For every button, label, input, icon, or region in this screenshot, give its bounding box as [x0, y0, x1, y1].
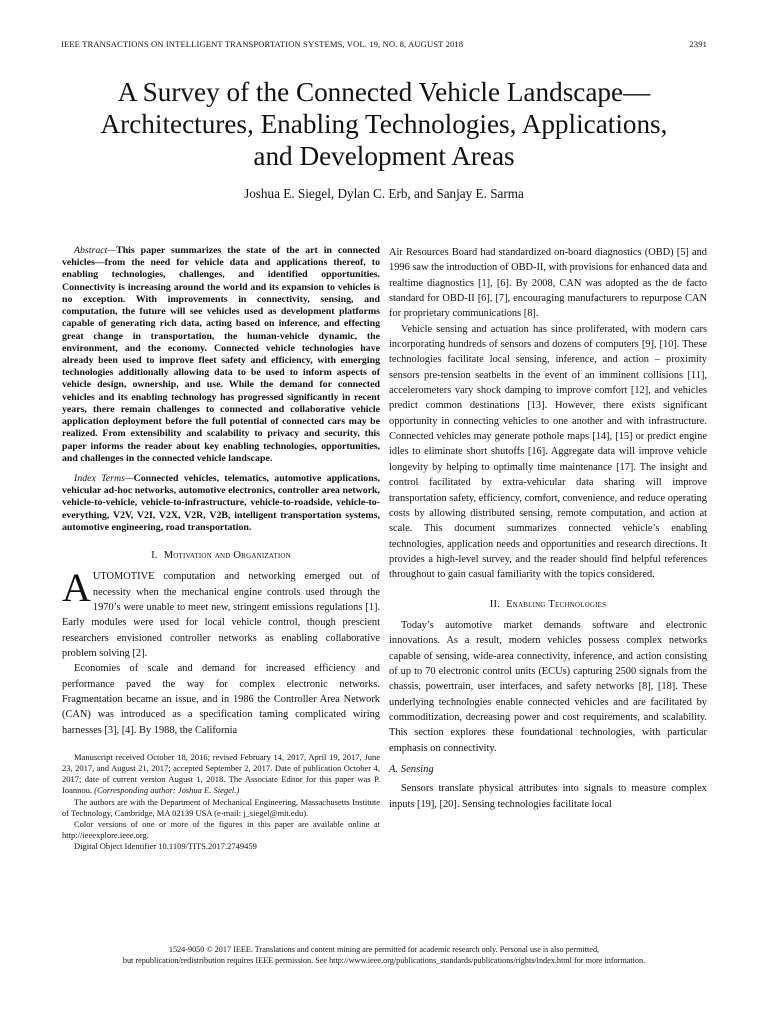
body-paragraph: Today’s automotive market demands software and electronic innovations. As a result, modern vehicles possess complex networks capable of sensing, wide-area connectivity, inference, and action consisting of up to 70 electronic control units (ECUs) capturing 2500 signals from the chassis, powertrain, user interfaces, and safety networks [8], [18]. These underlying technologies enable connected vehicles and are facilitated by commoditization, decreasing power and cost requirements, and scalability. This section explores these foundational technologies, with particular emphasis on connectivity. [389, 619, 707, 754]
copyright-notice [30, 944, 738, 966]
footnote-affiliation: The authors are with the Department of Mechanical Engineering, Massachusetts Institute of Technology, Cambridge, MA 02139 USA (e-mail: j_siegel@mit.edu). [62, 796, 380, 818]
right-column [389, 245, 707, 812]
running-header [61, 39, 707, 51]
paragraph-text: UTOMOTIVE computation and networking emerged out of necessity when the mechanical engine controls used through the 1970’s were unable to meet new, stringent emissions regulations [1]. Early modules were used for local vehicle control, though prescient researchers envisioned controller networks as enabling collaborative problem solving [2]. [62, 571, 380, 660]
index-terms [62, 473, 380, 534]
section-number: II. [489, 598, 501, 610]
subsection-heading: A. Sensing [389, 764, 434, 775]
section-number: I. [151, 550, 158, 562]
footnote-manuscript [62, 752, 380, 796]
paper-title [30, 76, 738, 172]
title-line: A Survey of the Connected Vehicle Landscape— [117, 77, 651, 107]
corresponding-author: (Corresponding author: Joshua E. Siegel.) [94, 785, 240, 796]
title-line: and Development Areas [253, 141, 515, 171]
journal-name: IEEE TRANSACTIONS ON INTELLIGENT TRANSPORTATION SYSTEMS, VOL. 19, NO. 8, AUGUST 2018 [61, 39, 464, 49]
footnote-text: Manuscript received October 18, 2016; revised February 14, 2017, April 19, 2017, June 23, 2017, and August 21, 2017; accepted September 2, 2017. Date of publication October 4, 2017; date of current version August 1, 2018. The Associate Editor for this paper was P. Ioannou. [62, 752, 380, 796]
author-list: Joshua E. Siegel, Dylan C. Erb, and Sanjay E. Sarma [244, 186, 524, 201]
copyright-line: but republication/redistribution requires IEEE permission. See http://www.ieee.org/publications_standards/publications/rights/index.html for more information. [122, 956, 646, 966]
section-title: Motivation and Organization [163, 550, 291, 562]
section-heading [389, 597, 707, 612]
page-number: 2391 [689, 39, 707, 49]
section-title: Enabling Technologies [506, 598, 607, 610]
abstract [62, 245, 380, 465]
index-terms-label: Index Terms— [74, 472, 134, 484]
body-paragraph [62, 565, 380, 661]
body-paragraph: Vehicle sensing and actuation has since proliferated, with modern cars incorporating hundreds of sensors and dozens of computers [9], [10]. These technologies facilitate local sensing, inference, and action – proximity sensors pre-tension seatbelts in the event of an imminent collisions [11], accelerometers vary shock damping to improve comfort [12], and vehicles predict common destinations [13]. However, there exists significant opportunity in connecting vehicles to one another and with infrastructure. Connected vehicles may generate pothole maps [14], [15] or predict engine idles to eliminate short shutoffs [16]. Aggregate data will improve vehicle longevity by helping to optimally time maintenance [17]. The insight and control facilitated by extra-vehicular data sharing will improve transportation safety, efficiency, comfort, convenience, and reduce operating costs by allowing distributed sensing, remote computation, and action at scale. This document summarizes connected vehicle’s enabling technologies, application needs and opportunities and research directions. It provides a high-level survey, and the reader should find helpful references throughout to gain casual familiarity with the topics considered. [389, 323, 707, 581]
drop-cap: A [62, 565, 91, 611]
abstract-label: Abstract— [74, 245, 117, 256]
copyright-line: 1524-9050 © 2017 IEEE. Translations and content mining are permitted for academic research only. Personal use is also permitted, [168, 945, 600, 954]
body-paragraph: Sensors translate physical attributes into signals to measure complex inputs [19], [20]. Sensing technologies facilitate local [389, 783, 707, 810]
body-paragraph: Economies of scale and demand for increased efficiency and performance paved the way for complex electronic networks. Fragmentation became an issue, and in 1986 the Controller Area Network (CAN) was introduced as a specification taming complicated wiring harnesses [3], [4]. By 1988, the California [62, 663, 380, 736]
footnote-doi: Digital Object Identifier 10.1109/TITS.2017.2749459 [74, 840, 257, 851]
section-heading [62, 548, 380, 563]
body-paragraph: Air Resources Board had standardized on-board diagnostics (OBD) [5] and 1996 saw the introduction of OBD-II, with provisions for enhanced data and realtime diagnostics [1], [6]. By 2008, CAN was adopted as the de facto standard for OBD-II [6], [7], encouraging manufacturers to repurpose CAN for proprietary communications [8]. [389, 247, 707, 320]
title-line: Architectures, Enabling Technologies, Applications, [100, 109, 668, 139]
left-column [62, 245, 380, 852]
footnote-color: Color versions of one or more of the figures in this paper are available online at http://ieeexplore.ieee.org. [62, 818, 380, 840]
abstract-text: This paper summarizes the state of the art in connected vehicles—from the need for vehicle data and applications thereof, to enabling technologies, challenges, and identified opportunities. Connectivity is increasing around the world and its expansion to vehicles is no exception. With improvements in connectivity, sensing, and computation, the future will see vehicles used as development platforms capable of generating rich data, acting based on inference, and effecting great change in transportation, the human-vehicle dynamic, the environment, and the economy. Connected vehicle technologies have already been used to improve fleet safety and efficiency, with emerging technologies additionally allowing data to be used to inform aspects of vehicle design, ownership, and use. While the demand for connected vehicles and its enabling technology has progressed significantly in recent years, there remain challenges to connected and collaborative vehicle application deployment before the full potential of connected cars may be realized. From extensibility and scalability to privacy and security, this paper informs the reader about key enabling technologies, opportunities, and challenges in the connected vehicle landscape. [62, 245, 380, 464]
index-terms-text: Connected vehicles, telematics, automotive applications, vehicular ad-hoc networks, automotive electronics, controller area network, vehicle-to-vehicle, vehicle-to-infrastructure, vehicle-to-roadside, vehicle-to-everything, V2V, V2I, V2X, V2R, V2B, intelligent transportation systems, automotive engineering, road transportation. [62, 472, 380, 533]
